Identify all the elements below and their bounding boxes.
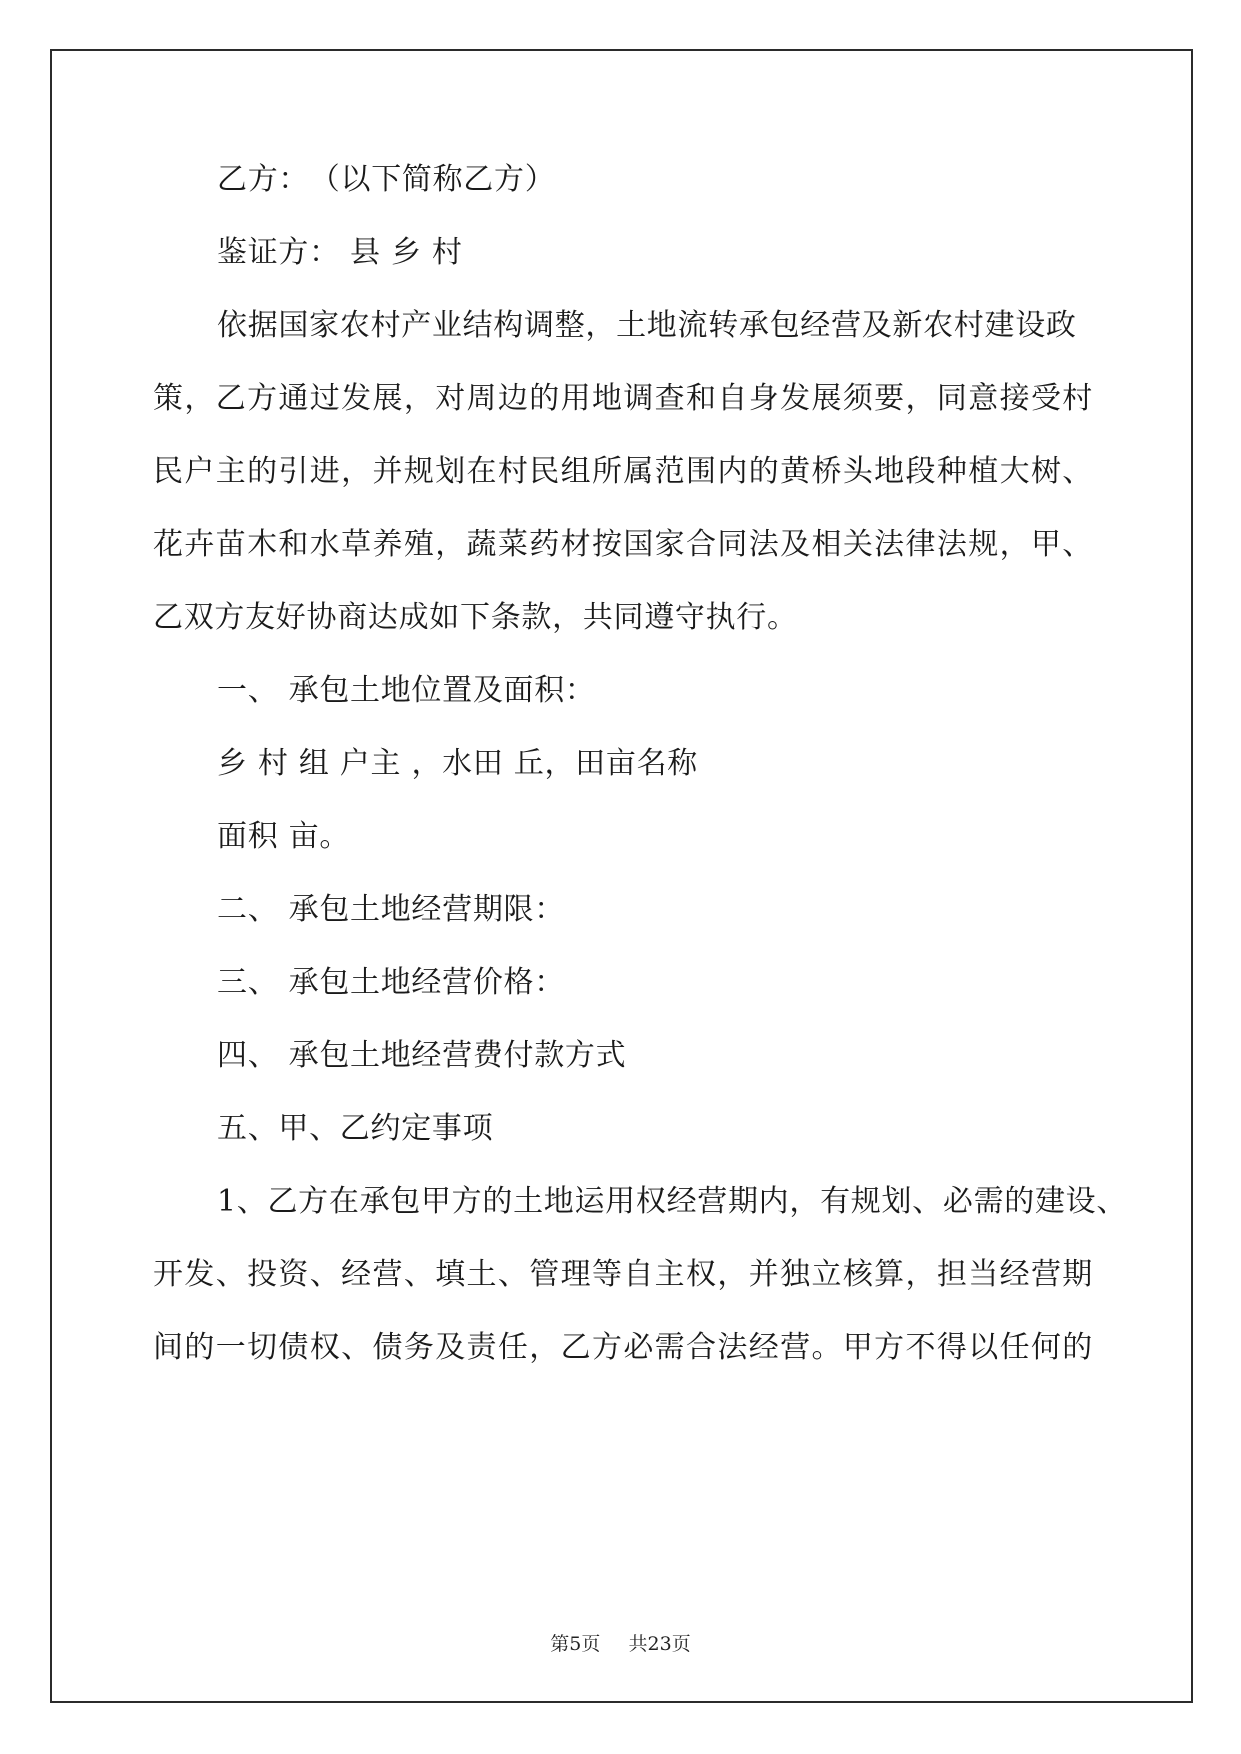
- paragraph-intro-line-4: 花卉苗木和水草养殖，蔬菜药材按国家合同法及相关法律法规，甲、: [153, 527, 1093, 562]
- paragraph-party-b: 乙方： （以下简称乙方）: [217, 162, 556, 197]
- clause-4-heading: 四、 承包土地经营费付款方式: [217, 1038, 627, 1073]
- page-total: 共23页: [628, 1633, 691, 1655]
- clause-5-item-1-line-1: 1、乙方在承包甲方的土地运用权经营期内，有规划、必需的建设、: [217, 1184, 1128, 1219]
- clause-1-heading: 一、 承包土地位置及面积：: [217, 673, 596, 708]
- page-border: [50, 49, 1193, 1703]
- clause-3-heading: 三、 承包土地经营价格：: [217, 965, 565, 1000]
- clause-1-location: 乡 村 组 户主 ，水田 丘，田亩名称: [217, 746, 698, 781]
- paragraph-intro-line-3: 民户主的引进，并规划在村民组所属范围内的黄桥头地段种植大树、: [153, 454, 1093, 489]
- page-footer: [0, 1632, 1241, 1656]
- paragraph-intro-line-2: 策，乙方通过发展，对周边的用地调查和自身发展须要，同意接受村: [153, 381, 1093, 416]
- paragraph-intro-line-5: 乙双方友好协商达成如下条款，共同遵守执行。: [153, 600, 798, 635]
- paragraph-witness: 鉴证方： 县 乡 村: [217, 235, 463, 270]
- clause-1-area: 面积 亩。: [217, 819, 351, 854]
- paragraph-intro-line-1: 依据国家农村产业结构调整，土地流转承包经营及新农村建设政: [217, 308, 1077, 343]
- clause-5-heading: 五、甲、乙约定事项: [217, 1111, 494, 1146]
- clause-5-item-1-line-2: 开发、投资、经营、填土、管理等自主权，并独立核算，担当经营期: [153, 1257, 1093, 1292]
- clause-5-item-1-line-3: 间的一切债权、债务及责任，乙方必需合法经营。甲方不得以任何的: [153, 1330, 1093, 1365]
- clause-2-heading: 二、 承包土地经营期限：: [217, 892, 565, 927]
- page-number: 第5页: [550, 1633, 601, 1655]
